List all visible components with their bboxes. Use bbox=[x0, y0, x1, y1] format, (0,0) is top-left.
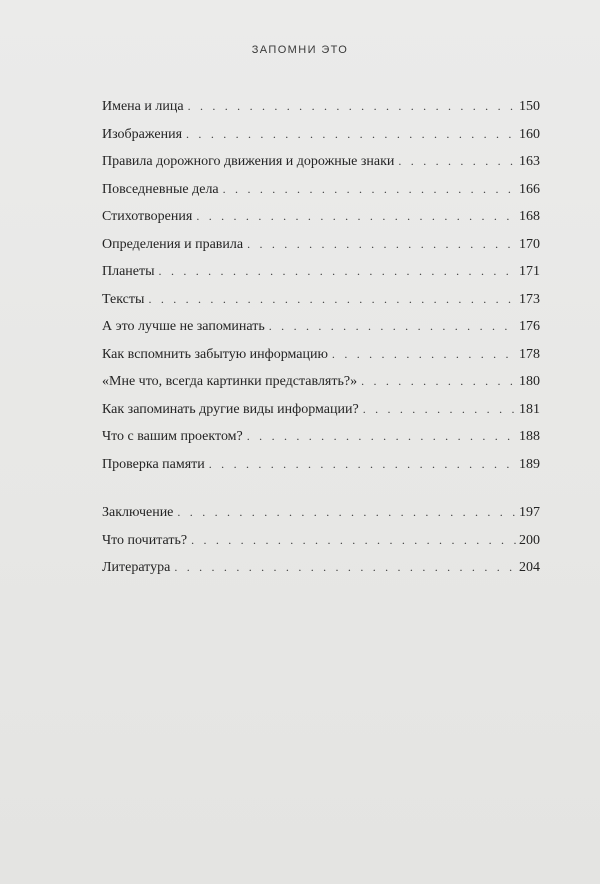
dot-leader bbox=[332, 341, 516, 369]
toc-entry-page: 150 bbox=[519, 99, 540, 114]
toc-entry bbox=[102, 286, 540, 314]
dot-leader bbox=[247, 231, 516, 259]
toc-entry bbox=[102, 93, 540, 121]
toc-group-backmatter bbox=[102, 499, 540, 582]
toc-entry bbox=[102, 148, 540, 176]
toc-entry-title: Определения и правила bbox=[102, 236, 244, 252]
toc-entry-page: 181 bbox=[519, 401, 540, 417]
toc-entry bbox=[102, 499, 540, 527]
running-head: ЗАПОМНИ ЭТО bbox=[251, 44, 349, 56]
toc-entry-title: Изображения bbox=[102, 126, 183, 142]
toc-entry-page: 189 bbox=[519, 456, 540, 472]
dot-leader bbox=[398, 148, 516, 176]
dot-leader bbox=[177, 499, 516, 527]
toc-entry-title: Стихотворения bbox=[102, 209, 193, 224]
toc-entry bbox=[102, 176, 540, 204]
toc-entry bbox=[102, 231, 540, 259]
toc-entry-page: 173 bbox=[519, 291, 540, 307]
toc-entry-title: Что почитать? bbox=[102, 532, 188, 548]
dot-leader bbox=[174, 554, 516, 582]
toc-entry bbox=[102, 258, 540, 286]
toc-entry bbox=[102, 527, 540, 555]
toc-entry bbox=[102, 423, 540, 451]
toc-entry bbox=[102, 396, 540, 424]
toc-entry-page: 176 bbox=[519, 319, 540, 334]
dot-leader bbox=[188, 93, 516, 121]
toc-group-main bbox=[102, 93, 540, 478]
toc-entry-page: 200 bbox=[519, 532, 540, 548]
toc-entry-title: Тексты bbox=[102, 291, 145, 307]
toc-entry-page: 163 bbox=[519, 154, 540, 169]
toc-entry-page: 170 bbox=[519, 236, 540, 252]
toc-entry-page: 204 bbox=[519, 560, 540, 575]
dot-leader bbox=[223, 176, 516, 204]
table-of-contents bbox=[102, 93, 540, 582]
toc-entry-title: А это лучше не запоминать bbox=[102, 319, 265, 334]
toc-entry-page: 166 bbox=[519, 181, 540, 197]
dot-leader bbox=[247, 423, 516, 451]
toc-entry-title: Как запоминать другие виды информации? bbox=[102, 401, 359, 417]
dot-leader bbox=[148, 286, 516, 314]
section-gap bbox=[102, 478, 540, 499]
toc-entry-title: Литература bbox=[102, 560, 171, 575]
toc-entry-title: Проверка памяти bbox=[102, 456, 205, 472]
toc-entry-page: 180 bbox=[519, 374, 540, 389]
dot-leader bbox=[361, 368, 516, 396]
toc-entry bbox=[102, 451, 540, 479]
dot-leader bbox=[186, 121, 516, 149]
toc-entry-title: «Мне что, всегда картинки представлять?» bbox=[102, 374, 358, 389]
toc-entry-page: 197 bbox=[519, 505, 540, 520]
toc-entry bbox=[102, 313, 540, 341]
toc-entry bbox=[102, 203, 540, 231]
toc-entry bbox=[102, 554, 540, 582]
dot-leader bbox=[269, 313, 516, 341]
toc-entry-title: Повседневные дела bbox=[102, 181, 219, 197]
dot-leader bbox=[196, 203, 516, 231]
toc-entry-page: 188 bbox=[519, 429, 540, 444]
toc-entry-title: Что с вашим проектом? bbox=[102, 429, 243, 444]
toc-entry-page: 178 bbox=[519, 346, 540, 362]
toc-entry-title: Правила дорожного движения и дорожные знаки bbox=[102, 154, 395, 169]
dot-leader bbox=[363, 396, 516, 424]
toc-entry bbox=[102, 121, 540, 149]
toc-entry-title: Как вспомнить забытую информацию bbox=[102, 346, 328, 362]
toc-entry-title: Имена и лица bbox=[102, 99, 184, 114]
dot-leader bbox=[191, 527, 516, 555]
toc-entry-title: Заключение bbox=[102, 505, 174, 520]
dot-leader bbox=[159, 258, 516, 286]
toc-entry-page: 168 bbox=[519, 209, 540, 224]
toc-entry bbox=[102, 368, 540, 396]
toc-entry-page: 171 bbox=[519, 264, 540, 279]
dot-leader bbox=[209, 451, 516, 479]
toc-entry-page: 160 bbox=[519, 126, 540, 142]
toc-entry bbox=[102, 341, 540, 369]
toc-entry-title: Планеты bbox=[102, 264, 155, 279]
